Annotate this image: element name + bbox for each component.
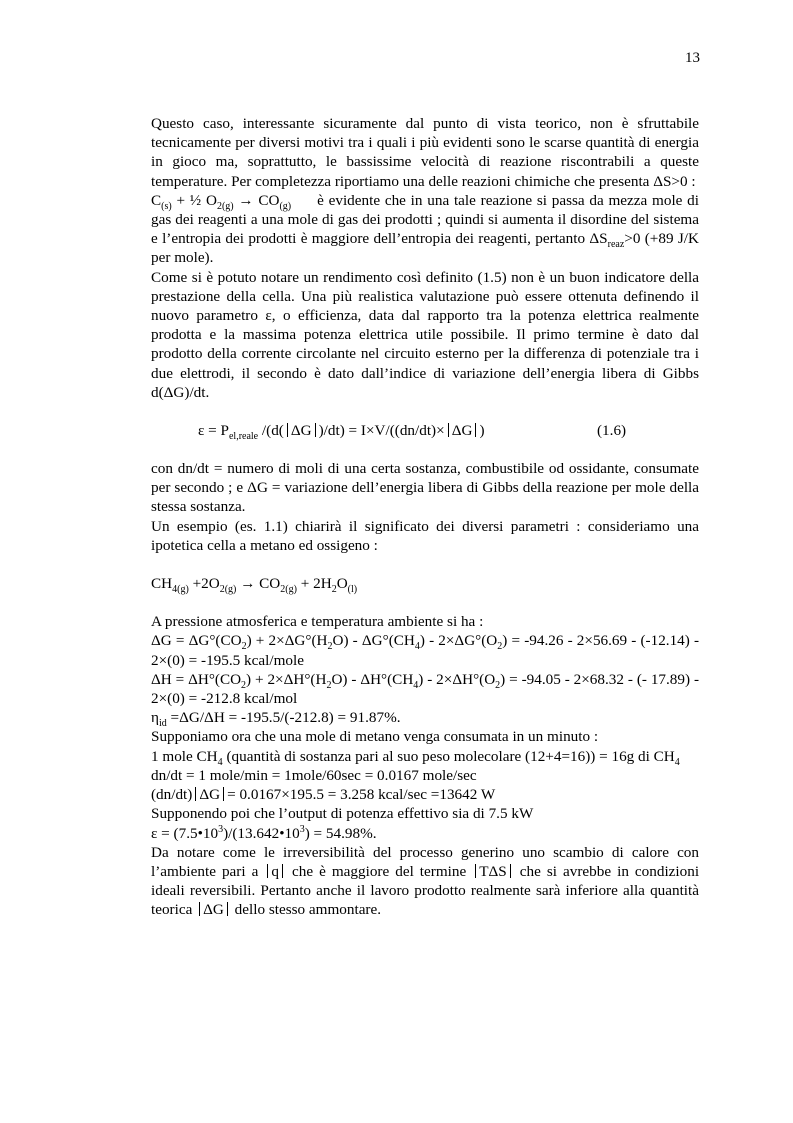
equation-1-6-expression: $\varepsilon = P_{el,reale}$ /(d( ΔG )/dt) = I×V/((dn/dt)× ΔG ) [198, 422, 485, 443]
paragraph-methane-consumption: Supponiamo ora che una mole di metano venga consumata in un minuto : [151, 728, 599, 746]
equation-power-gibbs: (dn/dt) ΔG = 0.0167×195.5 = 3.258 kcal/sec =13642 W [151, 786, 496, 804]
irreversibility-text-a: Da notare come le irreversibilità del processo generino uno scambio di calore con l’ambiente pari a [151, 843, 699, 880]
paragraph-ambient-conditions: A pressione atmosferica e temperatura ambiente si ha : [151, 613, 484, 631]
paragraph-example-intro: Un esempio (es. 1.1) chiarirà il significato dei diversi parametri : consideriamo una ipotetica cella a metano ed ossigeno : [151, 517, 699, 554]
paragraph-reaction-carbon: $C_{(s)}$ + ½ $O_{2(g)} \to CO_{(g)}$ è evidente che in una tale reazione si passa da mezza mole di gas dei reagenti a una mole di gas dei prodotti ; quindi si aumenta il disordine del sistema e l’entropia dei prodotti è maggiore dell’entropia dei reagenti, pertanto $\Delta S_{reaz}>0$ (+89 J/K per mole). [151, 191, 699, 267]
reaction-carbon-explanation: è evidente che in una tale reazione si passa da mezza mole di gas dei reagenti a una mole di gas dei prodotti ; quindi si aumenta il disordine del sistema e l’entropia dei prodotti è maggiore dell’entropia dei reagenti, pertanto ΔS [151, 191, 699, 248]
equation-eta-id: $\eta_{id} =\Delta G/\Delta H = -195.5/(-212.8) = 91.87\%$. [151, 709, 401, 730]
irreversibility-text-d: dello stesso ammontare. [234, 901, 382, 919]
equation-1-6 [151, 421, 699, 443]
equation-delta-h: $\Delta H = \Delta H^\circ(CO_2) + 2\times\Delta H^\circ(H_2O) - \Delta H^\circ(CH_4) - 2\times\Delta H^\circ(O_2) = -94.05 - 2\times 68.32$ - (- 17.89) - 2×(0) = -212.8 kcal/mol [151, 670, 699, 708]
paragraph-output-power: Supponendo poi che l’output di potenza effettivo sia di 7.5 kW [151, 805, 534, 823]
equation-1-6-number: (1.6) [597, 422, 627, 440]
paragraph-irreversibility: Da notare come le irreversibilità del processo generino uno scambio di calore con l’ambiente pari a q che è maggiore del termine TΔS che si avrebbe in condizioni ideali reversibili. Pertanto anche il lavoro prodotto realmente sarà inferiore alla quantità teorica ΔG dello stesso ammontare. [151, 843, 700, 919]
equation-epsilon: $\varepsilon = (7.5•10^3)/(13.642•10^3) = 54.98\%$. [151, 823, 377, 842]
equation-mole-ch4: 1 mole $CH_4$ (quantità di sostanza pari al suo peso molecolare (12+4=16)) = 16g di $CH_4$ [151, 747, 680, 768]
irreversibility-text-c: che si avrebbe in condizioni ideali reversibili. Pertanto anche il lavoro prodotto realmente sarà inferiore alla quantità teorica [151, 862, 700, 919]
paragraph-dn-dt: con dn/dt = numero di moli di una certa sostanza, combustibile od ossidante, consumate per secondo ; e ΔG = variazione dell’energia libera di Gibbs della reazione per mole della stessa sostanza. [151, 460, 699, 516]
equation-delta-g: $\Delta G = \Delta G^\circ(CO_2) + 2\times\Delta G^\circ(H_2O) - \Delta G^\circ(CH_4) - 2\times\Delta G^\circ(O_2) = -94.26 - 2\times 56.69 - (-12.14) - 2\times(0) = -195.5$ kcal/mole [151, 632, 700, 669]
irreversibility-text-b: che è maggiore del termine [292, 862, 467, 880]
page-number: 13 [685, 50, 700, 66]
reaction-methane: $CH_{4(g)} +2O_{2(g)} \to CO_{2(g)} + 2H_2O_{(l)}$ [151, 575, 358, 596]
reaction-subscript: reaz [607, 239, 625, 251]
equation-dn-dt: dn/dt = 1 mole/min = 1mole/60sec = 0.0167 mole/sec [151, 766, 477, 784]
reaction-carbon-end: >0 (+89 J/K per mole). [151, 230, 699, 267]
paragraph-intro: Questo caso, interessante sicuramente dal punto di vista teorico, non è sfruttabile tecnicamente per diversi motivi tra i quali i più evidenti sono le scarse quantità di energia in gioco ma, soprattutto, le bassissime velocità di reazione riscontrabili a queste temperature. Per completezza riportiamo una delle reazioni chimiche che presenta ΔS>0 : [151, 115, 699, 190]
paragraph-efficiency-definition: Come si è potuto notare un rendimento così definito (1.5) non è un buon indicatore della prestazione della cella. Una più realistica valutazione può essere ottenuta definendo il nuovo parametro ε, o efficienza, data dal rapporto tra la potenza elettrica realmente prodotta e la massima potenza elettrica utile possibile. Il primo termine è dato dal prodotto della corrente circolante nel circuito esterno per la differenza di potenziale tra i due elettrodi, il secondo è dato dall’indice di variazione dell’energia libera di Gibbs d(ΔG)/dt. [151, 268, 699, 401]
page-body [151, 114, 699, 920]
